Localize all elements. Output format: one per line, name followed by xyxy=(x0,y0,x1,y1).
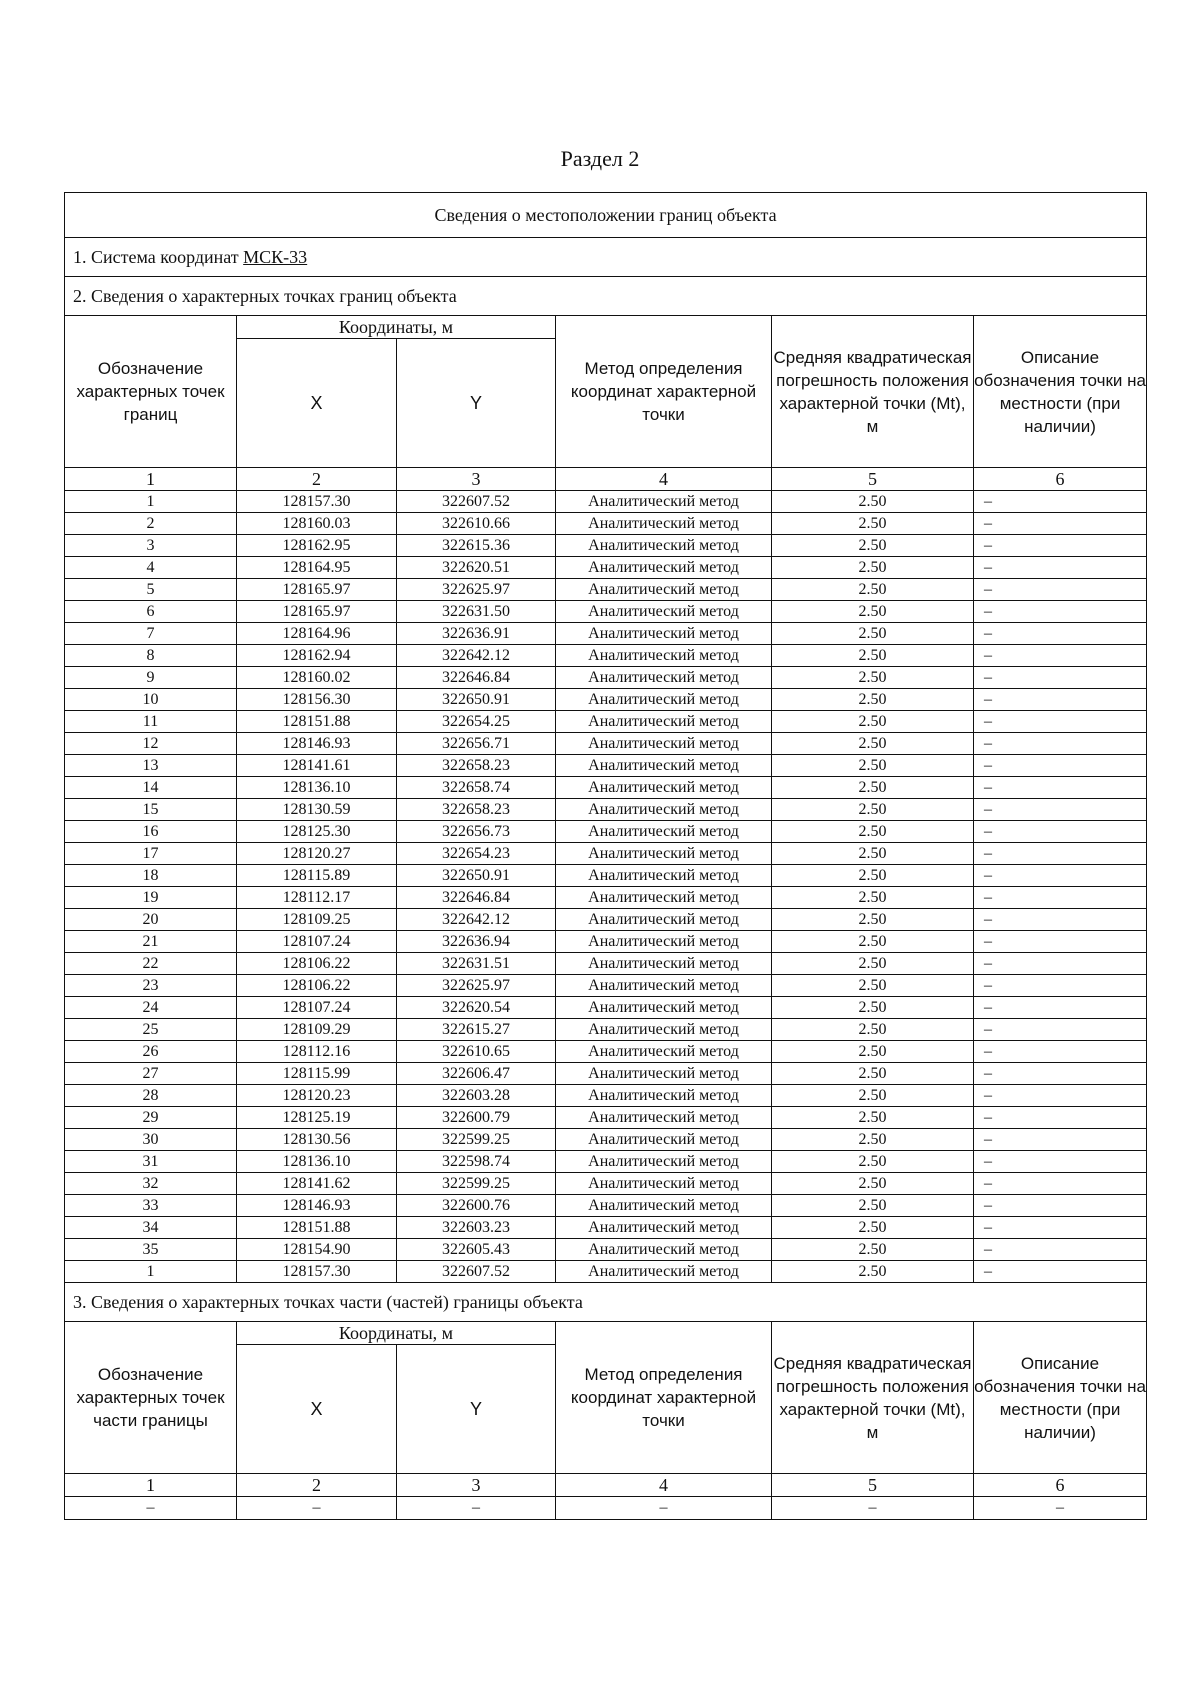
coord-x: 128106.22 xyxy=(237,975,397,997)
part-cell: – xyxy=(397,1497,556,1520)
point-number: 18 xyxy=(65,865,237,887)
point-number: 20 xyxy=(65,909,237,931)
description-cell: – xyxy=(974,931,1147,953)
part-cell: – xyxy=(974,1497,1147,1520)
header-error-text: Средняя квадратическая погрешность положения характерной точки (Mt), м xyxy=(773,347,972,436)
method-cell: Аналитический метод xyxy=(556,535,772,557)
table-row xyxy=(65,1129,1147,1151)
table-row xyxy=(65,821,1147,843)
description-cell: – xyxy=(974,1217,1147,1239)
description-cell: – xyxy=(974,755,1147,777)
header-point-name-part: Обозначение характерных точек части границы xyxy=(65,1322,237,1474)
coord-y: 322606.47 xyxy=(397,1063,556,1085)
point-number: 4 xyxy=(65,557,237,579)
point-number: 17 xyxy=(65,843,237,865)
method-cell: Аналитический метод xyxy=(556,557,772,579)
header-coordinates: Координаты, м xyxy=(237,316,556,339)
coord-x: 128112.16 xyxy=(237,1041,397,1063)
method-cell: Аналитический метод xyxy=(556,1063,772,1085)
error-cell: 2.50 xyxy=(772,1085,974,1107)
header-x: X xyxy=(237,1345,397,1474)
method-cell: Аналитический метод xyxy=(556,491,772,513)
table-row xyxy=(65,1239,1147,1261)
description-cell: – xyxy=(974,667,1147,689)
coordinate-system-label: 1. Система координат xyxy=(73,246,239,267)
method-cell: Аналитический метод xyxy=(556,909,772,931)
table-row xyxy=(65,1107,1147,1129)
coord-y: 322625.97 xyxy=(397,975,556,997)
method-cell: Аналитический метод xyxy=(556,667,772,689)
error-cell: 2.50 xyxy=(772,513,974,535)
error-cell: 2.50 xyxy=(772,733,974,755)
coord-y: 322658.23 xyxy=(397,755,556,777)
coord-x: 128162.94 xyxy=(237,645,397,667)
description-cell: – xyxy=(974,953,1147,975)
description-cell: – xyxy=(974,997,1147,1019)
coord-x: 128106.22 xyxy=(237,953,397,975)
error-cell: 2.50 xyxy=(772,711,974,733)
column-number: 2 xyxy=(237,1474,397,1497)
table-row xyxy=(65,909,1147,931)
column-number: 5 xyxy=(772,1474,974,1497)
error-cell: 2.50 xyxy=(772,645,974,667)
method-cell: Аналитический метод xyxy=(556,579,772,601)
error-cell: 2.50 xyxy=(772,1019,974,1041)
coord-y: 322658.74 xyxy=(397,777,556,799)
coord-y: 322603.23 xyxy=(397,1217,556,1239)
coord-x: 128157.30 xyxy=(237,491,397,513)
part-cell: – xyxy=(772,1497,974,1520)
method-cell: Аналитический метод xyxy=(556,865,772,887)
error-cell: 2.50 xyxy=(772,1173,974,1195)
method-cell: Аналитический метод xyxy=(556,997,772,1019)
coord-y: 322654.25 xyxy=(397,711,556,733)
error-cell: 2.50 xyxy=(772,623,974,645)
description-cell: – xyxy=(974,1239,1147,1261)
error-cell: 2.50 xyxy=(772,975,974,997)
header-x: X xyxy=(237,339,397,468)
table-row xyxy=(65,711,1147,733)
table-row xyxy=(65,623,1147,645)
coord-y: 322642.12 xyxy=(397,645,556,667)
header-point-name: Обозначение характерных точек границ xyxy=(65,316,237,468)
coord-y: 322631.51 xyxy=(397,953,556,975)
coord-x: 128130.59 xyxy=(237,799,397,821)
coord-x: 128115.89 xyxy=(237,865,397,887)
point-number: 26 xyxy=(65,1041,237,1063)
error-cell: 2.50 xyxy=(772,601,974,623)
table-row xyxy=(65,1195,1147,1217)
coord-x: 128154.90 xyxy=(237,1239,397,1261)
point-number: 8 xyxy=(65,645,237,667)
coord-y: 322607.52 xyxy=(397,1261,556,1283)
point-number: 6 xyxy=(65,601,237,623)
method-cell: Аналитический метод xyxy=(556,821,772,843)
coord-x: 128107.24 xyxy=(237,997,397,1019)
point-number: 19 xyxy=(65,887,237,909)
method-cell: Аналитический метод xyxy=(556,1085,772,1107)
description-cell: – xyxy=(974,623,1147,645)
point-number: 1 xyxy=(65,491,237,513)
error-cell: 2.50 xyxy=(772,931,974,953)
column-number: 1 xyxy=(65,468,237,491)
coord-y: 322620.51 xyxy=(397,557,556,579)
column-number: 3 xyxy=(397,1474,556,1497)
table-row xyxy=(65,667,1147,689)
coord-x: 128120.23 xyxy=(237,1085,397,1107)
coord-x: 128125.19 xyxy=(237,1107,397,1129)
method-cell: Аналитический метод xyxy=(556,689,772,711)
boundary-sheet xyxy=(64,192,1146,1520)
coord-y: 322600.79 xyxy=(397,1107,556,1129)
method-cell: Аналитический метод xyxy=(556,1217,772,1239)
error-cell: 2.50 xyxy=(772,689,974,711)
table-title: Сведения о местоположении границ объекта xyxy=(65,193,1147,238)
point-number: 13 xyxy=(65,755,237,777)
description-cell: – xyxy=(974,1107,1147,1129)
method-cell: Аналитический метод xyxy=(556,755,772,777)
description-cell: – xyxy=(974,601,1147,623)
error-cell: 2.50 xyxy=(772,887,974,909)
coord-y: 322656.73 xyxy=(397,821,556,843)
description-cell: – xyxy=(974,1041,1147,1063)
coord-y: 322615.27 xyxy=(397,1019,556,1041)
coord-x: 128146.93 xyxy=(237,733,397,755)
point-number: 15 xyxy=(65,799,237,821)
table-row xyxy=(65,1019,1147,1041)
section-title-points: 2. Сведения о характерных точках границ объекта xyxy=(65,277,1147,316)
description-cell: – xyxy=(974,579,1147,601)
description-cell: – xyxy=(974,711,1147,733)
description-cell: – xyxy=(974,491,1147,513)
table-row xyxy=(65,1261,1147,1283)
method-cell: Аналитический метод xyxy=(556,1129,772,1151)
coord-x: 128160.03 xyxy=(237,513,397,535)
coord-x: 128109.29 xyxy=(237,1019,397,1041)
part-cell: – xyxy=(65,1497,237,1520)
coord-y: 322600.76 xyxy=(397,1195,556,1217)
table-row xyxy=(65,557,1147,579)
error-cell: 2.50 xyxy=(772,821,974,843)
point-number: 34 xyxy=(65,1217,237,1239)
point-number: 28 xyxy=(65,1085,237,1107)
description-cell: – xyxy=(974,777,1147,799)
point-number: 24 xyxy=(65,997,237,1019)
header-method: Метод определения координат характерной точки xyxy=(556,316,772,468)
coord-y: 322625.97 xyxy=(397,579,556,601)
coord-y: 322650.91 xyxy=(397,689,556,711)
column-number: 3 xyxy=(397,468,556,491)
part-boundary-table xyxy=(64,1282,1147,1520)
coord-x: 128125.30 xyxy=(237,821,397,843)
table-row xyxy=(65,1041,1147,1063)
coord-y: 322646.84 xyxy=(397,667,556,689)
column-number: 4 xyxy=(556,1474,772,1497)
column-number: 1 xyxy=(65,1474,237,1497)
error-cell: 2.50 xyxy=(772,557,974,579)
coord-x: 128107.24 xyxy=(237,931,397,953)
coord-y: 322610.65 xyxy=(397,1041,556,1063)
coord-x: 128165.97 xyxy=(237,601,397,623)
method-cell: Аналитический метод xyxy=(556,1041,772,1063)
coord-y: 322610.66 xyxy=(397,513,556,535)
description-cell: – xyxy=(974,513,1147,535)
method-cell: Аналитический метод xyxy=(556,1107,772,1129)
method-cell: Аналитический метод xyxy=(556,711,772,733)
coord-x: 128130.56 xyxy=(237,1129,397,1151)
coord-y: 322599.25 xyxy=(397,1129,556,1151)
point-number: 22 xyxy=(65,953,237,975)
point-number: 7 xyxy=(65,623,237,645)
point-number: 14 xyxy=(65,777,237,799)
table-row xyxy=(65,491,1147,513)
table-row xyxy=(65,799,1147,821)
part-cell: – xyxy=(237,1497,397,1520)
description-cell: – xyxy=(974,1063,1147,1085)
method-cell: Аналитический метод xyxy=(556,1239,772,1261)
table-row xyxy=(65,1063,1147,1085)
coord-y: 322636.91 xyxy=(397,623,556,645)
error-cell: 2.50 xyxy=(772,667,974,689)
point-number: 27 xyxy=(65,1063,237,1085)
section-title-part: 3. Сведения о характерных точках части (частей) границы объекта xyxy=(65,1283,1147,1322)
coord-y: 322646.84 xyxy=(397,887,556,909)
coord-y: 322599.25 xyxy=(397,1173,556,1195)
table-row xyxy=(65,601,1147,623)
table-row xyxy=(65,975,1147,997)
table-row xyxy=(65,997,1147,1019)
point-number: 9 xyxy=(65,667,237,689)
table-row xyxy=(65,953,1147,975)
column-number: 4 xyxy=(556,468,772,491)
point-number: 23 xyxy=(65,975,237,997)
description-cell: – xyxy=(974,865,1147,887)
coord-y: 322620.54 xyxy=(397,997,556,1019)
point-number: 12 xyxy=(65,733,237,755)
coord-x: 128157.30 xyxy=(237,1261,397,1283)
column-number: 5 xyxy=(772,468,974,491)
column-number: 2 xyxy=(237,468,397,491)
point-number: 35 xyxy=(65,1239,237,1261)
method-cell: Аналитический метод xyxy=(556,953,772,975)
point-number: 11 xyxy=(65,711,237,733)
coord-y: 322615.36 xyxy=(397,535,556,557)
point-number: 30 xyxy=(65,1129,237,1151)
point-number: 2 xyxy=(65,513,237,535)
coord-x: 128160.02 xyxy=(237,667,397,689)
description-cell: – xyxy=(974,843,1147,865)
coord-x: 128136.10 xyxy=(237,777,397,799)
error-cell: 2.50 xyxy=(772,1151,974,1173)
description-cell: – xyxy=(974,887,1147,909)
coord-y: 322603.28 xyxy=(397,1085,556,1107)
method-cell: Аналитический метод xyxy=(556,931,772,953)
point-number: 32 xyxy=(65,1173,237,1195)
description-cell: – xyxy=(974,645,1147,667)
method-cell: Аналитический метод xyxy=(556,513,772,535)
method-cell: Аналитический метод xyxy=(556,1151,772,1173)
coord-x: 128151.88 xyxy=(237,711,397,733)
error-cell: 2.50 xyxy=(772,1195,974,1217)
error-cell: 2.50 xyxy=(772,1129,974,1151)
table-row xyxy=(65,931,1147,953)
description-cell: – xyxy=(974,535,1147,557)
coord-y: 322642.12 xyxy=(397,909,556,931)
point-number: 33 xyxy=(65,1195,237,1217)
coord-x: 128141.61 xyxy=(237,755,397,777)
coord-y: 322636.94 xyxy=(397,931,556,953)
description-cell: – xyxy=(974,1195,1147,1217)
point-number: 16 xyxy=(65,821,237,843)
error-cell: 2.50 xyxy=(772,579,974,601)
table-row xyxy=(65,1151,1147,1173)
table-row xyxy=(65,865,1147,887)
error-cell: 2.50 xyxy=(772,799,974,821)
header-method: Метод определения координат характерной точки xyxy=(556,1322,772,1474)
point-number: 10 xyxy=(65,689,237,711)
coord-x: 128164.96 xyxy=(237,623,397,645)
column-number: 6 xyxy=(974,468,1147,491)
point-number: 5 xyxy=(65,579,237,601)
boundary-table xyxy=(64,192,1147,1283)
header-coordinates: Координаты, м xyxy=(237,1322,556,1345)
table-row xyxy=(65,645,1147,667)
point-number: 3 xyxy=(65,535,237,557)
method-cell: Аналитический метод xyxy=(556,887,772,909)
method-cell: Аналитический метод xyxy=(556,623,772,645)
error-cell: 2.50 xyxy=(772,1261,974,1283)
description-cell: – xyxy=(974,1085,1147,1107)
header-description: Описание обозначения точки на местности (при наличии) xyxy=(974,1322,1147,1474)
coord-x: 128164.95 xyxy=(237,557,397,579)
method-cell: Аналитический метод xyxy=(556,601,772,623)
error-cell: 2.50 xyxy=(772,1063,974,1085)
error-cell: 2.50 xyxy=(772,997,974,1019)
description-cell: – xyxy=(974,1129,1147,1151)
method-cell: Аналитический метод xyxy=(556,843,772,865)
coord-x: 128141.62 xyxy=(237,1173,397,1195)
description-cell: – xyxy=(974,1019,1147,1041)
description-cell: – xyxy=(974,557,1147,579)
table-row xyxy=(65,535,1147,557)
coord-y: 322650.91 xyxy=(397,865,556,887)
coord-x: 128115.99 xyxy=(237,1063,397,1085)
description-cell: – xyxy=(974,1261,1147,1283)
table-row xyxy=(65,755,1147,777)
description-cell: – xyxy=(974,909,1147,931)
coord-y: 322607.52 xyxy=(397,491,556,513)
coord-x: 128146.93 xyxy=(237,1195,397,1217)
column-number: 6 xyxy=(974,1474,1147,1497)
method-cell: Аналитический метод xyxy=(556,1019,772,1041)
method-cell: Аналитический метод xyxy=(556,645,772,667)
header-y: Y xyxy=(397,1345,556,1474)
description-cell: – xyxy=(974,799,1147,821)
table-row xyxy=(65,1217,1147,1239)
method-cell: Аналитический метод xyxy=(556,733,772,755)
error-cell: 2.50 xyxy=(772,1239,974,1261)
error-cell: 2.50 xyxy=(772,491,974,513)
coord-y: 322656.71 xyxy=(397,733,556,755)
table-row xyxy=(65,1085,1147,1107)
part-cell: – xyxy=(556,1497,772,1520)
table-row xyxy=(65,1497,1147,1520)
header-error xyxy=(772,316,974,468)
coord-x: 128112.17 xyxy=(237,887,397,909)
coordinate-system-value: МСК-33 xyxy=(243,246,308,267)
coord-x: 128165.97 xyxy=(237,579,397,601)
description-cell: – xyxy=(974,821,1147,843)
header-description: Описание обозначения точки на местности (при наличии) xyxy=(974,316,1147,468)
coordinate-system xyxy=(65,238,1147,277)
error-cell: 2.50 xyxy=(772,909,974,931)
description-cell: – xyxy=(974,1151,1147,1173)
coord-y: 322658.23 xyxy=(397,799,556,821)
method-cell: Аналитический метод xyxy=(556,1173,772,1195)
error-cell: 2.50 xyxy=(772,843,974,865)
error-cell: 2.50 xyxy=(772,755,974,777)
description-cell: – xyxy=(974,733,1147,755)
error-cell: 2.50 xyxy=(772,865,974,887)
point-number: 25 xyxy=(65,1019,237,1041)
error-cell: 2.50 xyxy=(772,535,974,557)
coord-x: 128136.10 xyxy=(237,1151,397,1173)
table-row xyxy=(65,579,1147,601)
table-row xyxy=(65,777,1147,799)
table-row xyxy=(65,733,1147,755)
header-error: Средняя квадратическая погрешность положения характерной точки (Mt), м xyxy=(772,1322,974,1474)
description-cell: – xyxy=(974,975,1147,997)
method-cell: Аналитический метод xyxy=(556,777,772,799)
table-row xyxy=(65,513,1147,535)
point-number: 29 xyxy=(65,1107,237,1129)
coord-y: 322598.74 xyxy=(397,1151,556,1173)
coord-y: 322605.43 xyxy=(397,1239,556,1261)
coord-x: 128109.25 xyxy=(237,909,397,931)
coord-x: 128162.95 xyxy=(237,535,397,557)
method-cell: Аналитический метод xyxy=(556,975,772,997)
table-row xyxy=(65,843,1147,865)
error-cell: 2.50 xyxy=(772,1041,974,1063)
coord-y: 322654.23 xyxy=(397,843,556,865)
table-row xyxy=(65,887,1147,909)
method-cell: Аналитический метод xyxy=(556,1261,772,1283)
coord-x: 128151.88 xyxy=(237,1217,397,1239)
method-cell: Аналитический метод xyxy=(556,1195,772,1217)
coord-x: 128120.27 xyxy=(237,843,397,865)
method-cell: Аналитический метод xyxy=(556,799,772,821)
coord-x: 128156.30 xyxy=(237,689,397,711)
error-cell: 2.50 xyxy=(772,953,974,975)
coord-y: 322631.50 xyxy=(397,601,556,623)
table-row xyxy=(65,689,1147,711)
point-number: 21 xyxy=(65,931,237,953)
description-cell: – xyxy=(974,1173,1147,1195)
error-cell: 2.50 xyxy=(772,1217,974,1239)
error-cell: 2.50 xyxy=(772,1107,974,1129)
error-cell: 2.50 xyxy=(772,777,974,799)
header-y: Y xyxy=(397,339,556,468)
description-cell: – xyxy=(974,689,1147,711)
section-heading: Раздел 2 xyxy=(560,146,640,171)
point-number: 1 xyxy=(65,1261,237,1283)
table-row xyxy=(65,1173,1147,1195)
point-number: 31 xyxy=(65,1151,237,1173)
